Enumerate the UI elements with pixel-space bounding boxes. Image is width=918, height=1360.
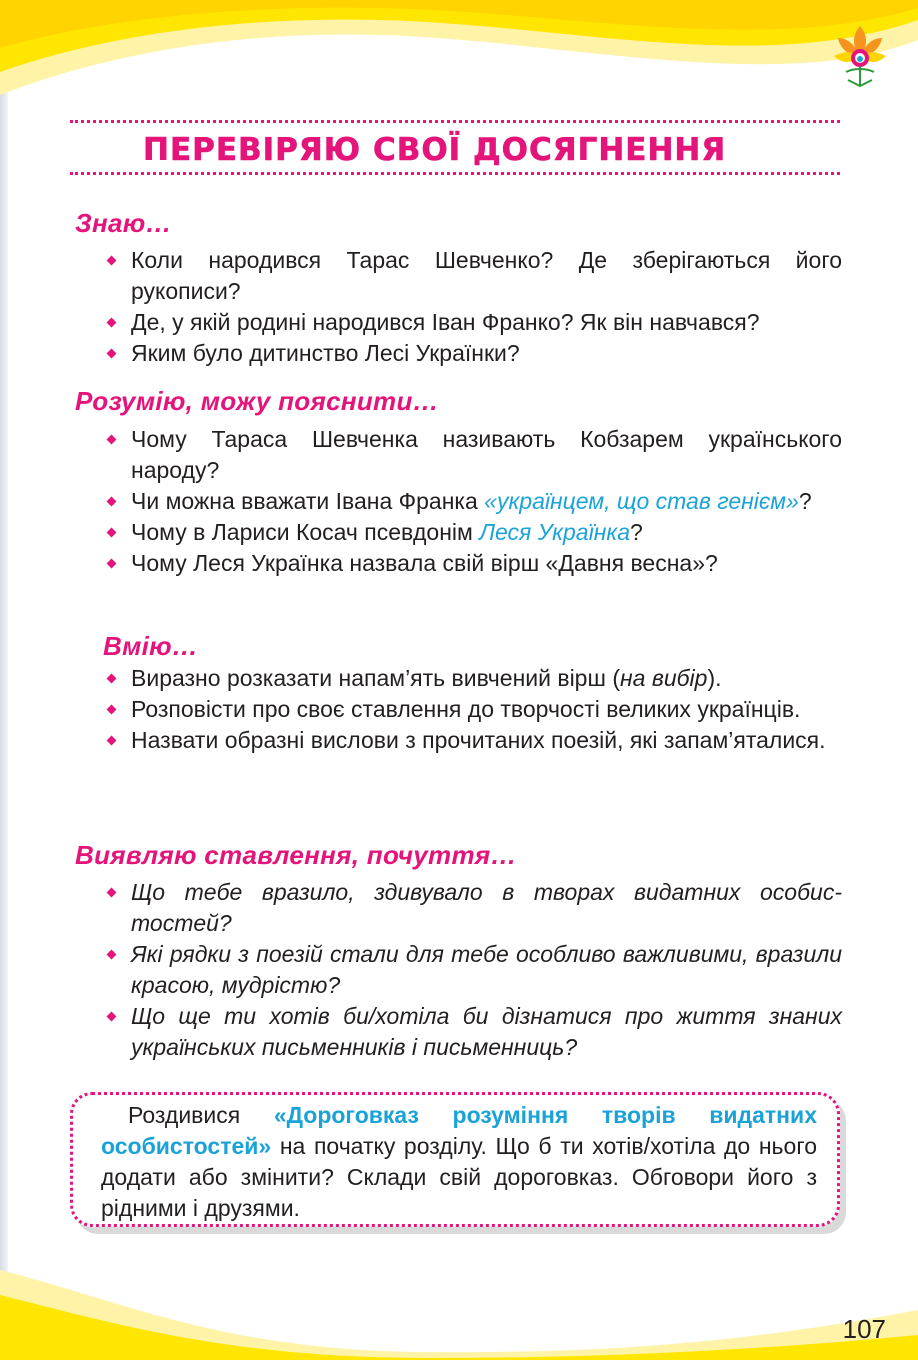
- section-title-understand: Розумію, можу пояснити…: [75, 386, 439, 416]
- can-list: [100, 663, 842, 756]
- diamond-bullet-icon: [107, 256, 117, 266]
- list-item: [100, 663, 842, 694]
- diamond-bullet-icon: [107, 705, 117, 715]
- diamond-bullet-icon: [107, 318, 117, 328]
- list-item: [100, 548, 842, 579]
- list-item-text: Чи можна вважати Івана Франка: [131, 488, 485, 514]
- list-item-text: Чому в Лариси Косач псевдонім: [131, 519, 480, 545]
- page-edge: [0, 0, 8, 1360]
- list-item: [100, 1001, 842, 1063]
- list-item-text: Що ще ти хотів би/хотіла би дізнатися про життя знаних українських письменників і письменниць?: [131, 1003, 842, 1060]
- diamond-bullet-icon: [107, 950, 117, 960]
- heading-bottom-dotted-line: [70, 172, 840, 175]
- diamond-bullet-icon: [107, 349, 117, 359]
- list-item-text: Чому Тараса Шевченка називають Кобзарем українського народу?: [131, 426, 842, 483]
- task-box: [70, 1092, 840, 1227]
- list-item-text: Назвати образні вислови з прочитаних поезій, які запам’яталися.: [131, 727, 826, 753]
- list-item-text: Коли народився Тарас Шевченко? Де зберігаються його рукописи?: [131, 247, 842, 304]
- diamond-bullet-icon: [107, 528, 117, 538]
- task-text-start: Роздивися: [128, 1102, 274, 1128]
- list-item: [100, 939, 842, 1001]
- understand-list: [100, 424, 842, 579]
- diamond-bullet-icon: [107, 559, 117, 569]
- know-list: [100, 245, 842, 369]
- list-item-text: Виразно розказати напам’ять вивчений вірш (: [131, 665, 620, 691]
- attitude-list: [100, 877, 842, 1063]
- italic-note: на вибір: [619, 665, 708, 691]
- section-title-attitude: Виявляю ставлення, почуття…: [75, 840, 517, 870]
- diamond-bullet-icon: [107, 435, 117, 445]
- list-item: [100, 486, 842, 517]
- list-item: [100, 245, 842, 307]
- task-text-end: на початку розділу. Що б ти хотів/хотіла до нього додати або змінити? Склади свій дороговказ. Обговори його з рідними і друзями.: [101, 1133, 817, 1221]
- top-decorative-wave: [0, 0, 918, 140]
- diamond-bullet-icon: [107, 497, 117, 507]
- list-item: [100, 424, 842, 486]
- list-item-text: Які рядки з поезій стали для тебе особливо важливими, вразили красою, мудрістю?: [131, 941, 842, 998]
- flower-ornament-icon: [830, 18, 890, 98]
- task-guide-title: «Дороговказ розуміння творів видатних особистостей»: [101, 1102, 817, 1159]
- list-item-text: Чому Леся Українка назвала свій вірш «Давня весна»?: [131, 550, 718, 576]
- diamond-bullet-icon: [107, 736, 117, 746]
- section-title-know: Знаю…: [75, 208, 172, 238]
- list-item: [100, 517, 842, 548]
- list-item-text-end: ?: [798, 488, 812, 514]
- diamond-bullet-icon: [107, 674, 117, 684]
- list-item-text: Що тебе вразило, здивувало в творах видатних особистостей?: [131, 879, 842, 936]
- page-heading: ПЕРЕВІРЯЮ СВОЇ ДОСЯГНЕННЯ: [143, 132, 727, 168]
- list-item-text: Де, у якій родині народився Іван Франко? Як він навчався?: [131, 309, 760, 335]
- diamond-bullet-icon: [107, 888, 117, 898]
- list-item-text: Яким було дитинство Лесі Українки?: [131, 340, 520, 366]
- page-number: 107: [842, 1314, 886, 1344]
- list-item-text-end: ).: [707, 665, 722, 691]
- bottom-decorative-wave: [0, 1240, 918, 1360]
- task-box-text: [101, 1100, 817, 1224]
- list-item-text: Розповісти про своє ставлення до творчості великих українців.: [131, 696, 801, 722]
- highlighted-quote: «українцем, що став генієм»: [484, 488, 799, 514]
- highlighted-pseudonym: Леся Українка: [479, 519, 631, 545]
- list-item: [100, 338, 842, 369]
- list-item: [100, 307, 842, 338]
- list-item: [100, 725, 842, 756]
- list-item: [100, 877, 842, 939]
- heading-top-dotted-line: [70, 120, 840, 123]
- section-title-can: Вмію…: [103, 631, 199, 661]
- list-item-text-end: ?: [630, 519, 643, 545]
- list-item: [100, 694, 842, 725]
- diamond-bullet-icon: [107, 1012, 117, 1022]
